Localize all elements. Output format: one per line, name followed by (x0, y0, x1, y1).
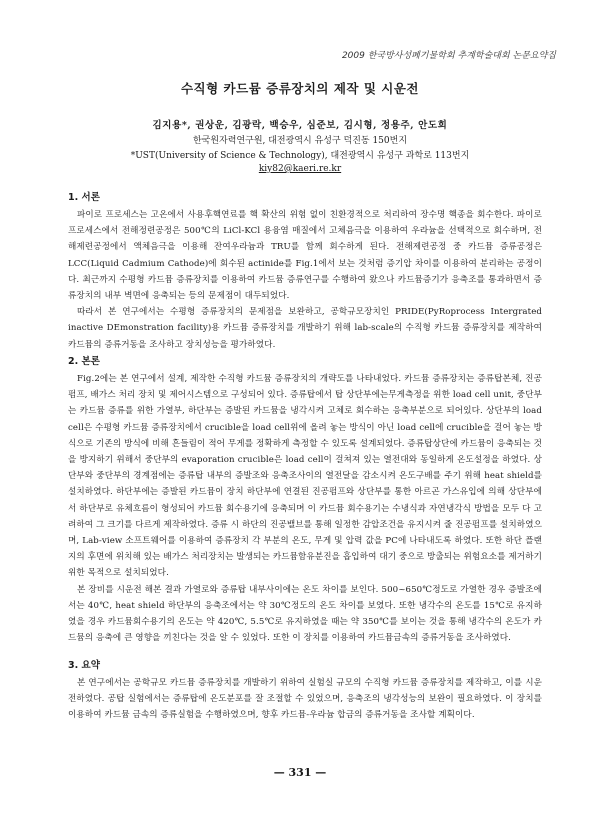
conference-header: 2009 한국방사성폐기물학회 추계학술대회 논문요약집 (341, 51, 556, 61)
paragraph: 따라서 본 연구에서는 수평형 증류장치의 문제점을 보완하고, 공학규모장치인 PRIDE(PyRoprocess Intergrated inactive DEmonstration facility)용 카드뮴 증류장치를 개발하기 위해 lab-scale의 수직형 카드뮴 증류장치를 제작하여 카드뮴의 증류거동을 조사하고 장치성능을 평가하였다. (68, 307, 542, 350)
contact-email-line (0, 164, 600, 174)
section-heading: 1. 서론 (68, 192, 100, 203)
affiliation-secondary: *UST(University of Science & Technology), 대전광역시 유성구 과학로 113번지 (130, 151, 470, 161)
page-number: — 331 — (273, 766, 327, 779)
paragraph: 본 연구에서는 공학규모 카드뮴 증류장치를 개발하기 위하여 실험실 규모의 수직형 카드뮴 증류장치를 제작하고, 이를 시운전하였다. 공탑 실험에서는 증류탑에 온도분포를 잘 조절할 수 있었으며, 응축조의 냉각성능의 보완이 필요하였다. 이 장치를 이용하여 카드뮴 금속의 증류실험을 수행하였으며, 향후 카드뮴-우라늄 합금의 증류거동을 조사할 계획이다. (68, 678, 542, 721)
affiliation-primary: 한국원자력연구원, 대전광역시 유성구 덕진동 150번지 (192, 136, 408, 146)
section-heading: 2. 본론 (68, 356, 100, 367)
paragraph: 파이로 프로세스는 고온에서 사용후핵연료를 핵 확산의 위험 없이 친환경적으로 처리하여 장수명 핵종을 회수한다. 파이로 프로세스에서 전해정련공정은 500℃의 LiCl-KCl 용융염 매질에서 고체음극을 이용하여 우라늄을 선택적으로 회수하며, 전해제련공정에서 액체음극을 이용해 잔여우라늄과 TRU를 함께 회수하게 된다. 전해제련공정 중 카드뮴 증류공정은 LCC(Liquid Cadmium Cathode)에 회수된 actinide를 Fig.1에서 보는 것처럼 증기압 차이를 이용하여 분리하는 공정이다. 최근까지 수평형 카드뮴 증류장치를 이용하여 카드뮴 증류연구를 수행하여 왔으나 카드뮴증기가 응축조를 통과하면서 증류장치의 내부 벽면에 응축되는 등의 문제점이 대두되었다. (68, 210, 542, 302)
paper-title: 수직형 카드뮴 증류장치의 제작 및 시운전 (180, 81, 420, 96)
paragraph: 본 장비를 시운전 해본 결과 가열로와 증류탑 내부사이에는 온도 차이를 보인다. 500~650℃정도로 가열한 경우 증발조에서는 40℃, heat shield 하단부의 응축조에서는 약 30℃정도의 온도 차이를 보였다. 또한 냉각수의 온도를 15℃로 유지하였을 경우 카드뮴회수용기의 온도는 약 420℃, 5.5℃로 유지하였을 때는 약 350℃를 보이는 것을 통해 냉각수의 온도가 카드뮴의 응축에 큰 영향을 끼친다는 것을 알 수 있었다. 또한 이 장치를 이용하여 카드뮴금속의 증류거동을 조사하였다. (68, 584, 542, 644)
section-introduction (68, 189, 542, 353)
contact-email[interactable]: kiy82@kaeri.re.kr (258, 164, 342, 174)
section-summary (68, 657, 542, 724)
author-list: 김지용*, 권상운, 김광락, 백승우, 심준보, 김시형, 정용주, 안도희 (152, 120, 448, 131)
section-main-body (68, 353, 542, 646)
section-heading: 3. 요약 (68, 660, 100, 671)
paragraph: Fig.2에는 본 연구에서 설계, 제작한 수직형 카드뮴 증류장치의 개략도를 나타내었다. 카드뮴 증류장치는 증류탑본체, 진공펌프, 배가스 처리 장치 및 제어시스템으로 구성되어 있다. 증류탑에서 탑 상단부에는무게측정을 위한 load cell unit, 중단부는 카드뮴 증류를 위한 가열부, 하단부는 증발된 카드뮴을 냉각시켜 고체로 회수하는 응축부분으로 되어있다. 상단부의 load cell은 수평형 카드뮴 증류장치에서 crucible을 load cell위에 올려 놓는 방식이 아닌 load cell에 crucible을 걸어 놓는 방식으로 기존의 방식에 비해 흔들림이 적어 무게를 정확하게 측정할 수 있도록 설계되었다. 증류탑상단에 카드뮴이 응축되는 것을 방지하기 위해서 중단부의 evaporation crucible은 load cell이 걸쳐져 있는 열전대와 동일하게 온도설정을 하였다. 상단부와 중단부의 경계점에는 증류탑 내부의 증발조와 응축조사이의 열전달을 감소시켜 온도구배를 주기 위해 heat shield를 설치하였다. 하단부에는 증발된 카드뮴이 장치 하단부에 연결된 진공펌프와 상단부를 통한 아르곤 가스유입에 의해 상단부에서 하단부로 유체흐름이 형성되어 카드뮴 회수용기에 응축되며 이 카드뮴 회수용기는 수냉식과 자연냉각식 방법을 모두 다 고려하여 그 크기를 다르게 제작하였다. 증류 시 하단의 진공밸브를 통해 일정한 감압조건을 유지시켜 줄 진공펌프를 설치하였으며, Lab-view 소프트웨어를 이용하여 증류장치 각 부분의 온도, 무게 및 압력 값을 PC에 나타내도록 하였다. 또한 하단 플랜지의 후면에 위치해 있는 배가스 처리장치는 발생되는 카드뮴함유분진을 흡입하여 대기 중으로 방출되는 위험요소를 제거하기 위한 목적으로 설치되었다. (68, 374, 542, 579)
